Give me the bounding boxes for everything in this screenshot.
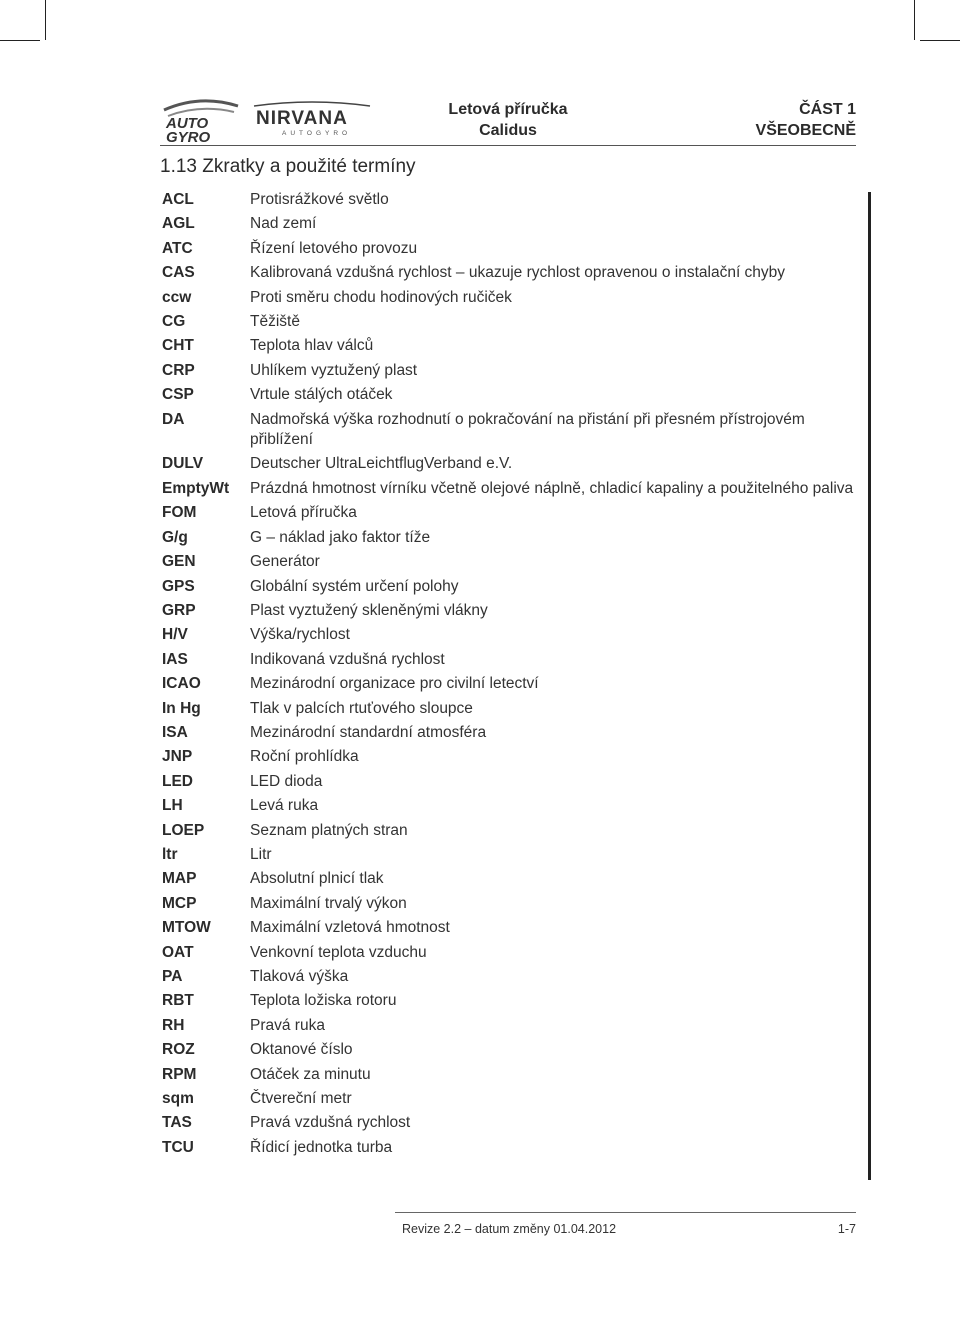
- abbreviation: G/g: [162, 528, 188, 546]
- list-item: [162, 869, 862, 893]
- definition: Seznam platných stran: [250, 821, 408, 839]
- header-divider: [160, 145, 856, 146]
- abbreviation: CSP: [162, 386, 194, 404]
- definition: LED dioda: [250, 772, 323, 790]
- autogyro-logo: [160, 96, 242, 144]
- definition: Maximální trvalý výkon: [250, 894, 407, 912]
- list-item: [162, 503, 862, 527]
- svg-text:NIRVANA: NIRVANA: [256, 108, 348, 129]
- abbreviation: ACL: [162, 191, 194, 208]
- list-item: [162, 1016, 862, 1040]
- abbreviation: JNP: [162, 748, 193, 766]
- list-item: [162, 845, 862, 869]
- abbreviation: GPS: [162, 577, 195, 595]
- definition: Nad zemí: [250, 215, 317, 233]
- list-item: [162, 528, 862, 552]
- abbreviation: H/V: [162, 626, 188, 644]
- definition: Levá ruka: [250, 797, 319, 815]
- list-item: [162, 214, 862, 238]
- list-item: [162, 190, 862, 214]
- list-item: [162, 943, 862, 967]
- list-item: [162, 385, 862, 409]
- abbreviation: ATC: [162, 239, 193, 257]
- list-item: [162, 1065, 862, 1089]
- footer-divider: [395, 1212, 856, 1213]
- definition: Tlak v palcích rtuťového sloupce: [250, 699, 473, 717]
- definition: Plast vyztužený skleněnými vlákny: [250, 601, 488, 619]
- definition: Teplota ložiska rotoru: [250, 992, 397, 1010]
- definition: Teplota hlav válců: [250, 337, 374, 355]
- abbreviation: sqm: [162, 1090, 194, 1108]
- abbreviation: ROZ: [162, 1041, 195, 1059]
- definition: Letová příručka: [250, 504, 357, 522]
- abbreviation: PA: [162, 968, 183, 985]
- list-item: [162, 410, 862, 455]
- change-bar: [868, 192, 871, 1180]
- abbreviation-list: [162, 190, 862, 1162]
- abbreviation: MCP: [162, 894, 197, 912]
- header-center: [408, 99, 608, 141]
- definition: Vrtule stálých otáček: [250, 386, 393, 404]
- svg-text:GYRO: GYRO: [166, 129, 211, 144]
- list-item: [162, 967, 862, 991]
- crop-mark: [45, 0, 46, 40]
- definition: Deutscher UltraLeichtflugVerband e.V.: [250, 455, 513, 473]
- definition: Uhlíkem vyztužený plast: [250, 361, 418, 379]
- definition: Venkovní teplota vzduchu: [250, 943, 427, 961]
- abbreviation: ltr: [162, 845, 178, 863]
- nirvana-logo: [252, 100, 372, 140]
- list-item: [162, 723, 862, 747]
- crop-mark: [914, 0, 915, 40]
- abbreviation: RBT: [162, 992, 194, 1010]
- list-item: [162, 747, 862, 771]
- abbreviation: DA: [162, 410, 185, 428]
- definition: Prázdná hmotnost vírníku včetně olejové náplně, chladicí kapaliny a použitelného paliva: [250, 479, 854, 497]
- definition: Mezinárodní organizace pro civilní letectví: [250, 675, 539, 693]
- header-right: [756, 99, 856, 141]
- list-item: [162, 288, 862, 312]
- list-item: [162, 625, 862, 649]
- list-item: [162, 1089, 862, 1113]
- definition: Litr: [250, 845, 272, 863]
- list-item: [162, 577, 862, 601]
- abbreviation: LOEP: [162, 821, 205, 839]
- list-item: [162, 991, 862, 1015]
- list-item: [162, 336, 862, 360]
- abbreviation: RH: [162, 1016, 185, 1034]
- definition: Nadmořská výška rozhodnutí o pokračování na přistání při přesném přístrojovém přiblížení: [250, 410, 805, 449]
- abbreviation: EmptyWt: [162, 479, 230, 497]
- page-number: 1-7: [837, 1222, 856, 1236]
- abbreviation: DULV: [162, 455, 204, 473]
- definition: Řídicí jednotka turba: [250, 1138, 393, 1156]
- list-item: [162, 674, 862, 698]
- definition: Oktanové číslo: [250, 1041, 353, 1059]
- aircraft-name: Calidus: [479, 122, 537, 139]
- abbreviation: TAS: [162, 1114, 192, 1132]
- abbreviation: AGL: [162, 215, 195, 233]
- list-item: [162, 894, 862, 918]
- abbreviation: In Hg: [162, 699, 201, 717]
- list-item: [162, 1138, 862, 1162]
- definition: Absolutní plnicí tlak: [250, 870, 384, 888]
- manual-title: Letová příručka: [448, 101, 568, 118]
- list-item: [162, 601, 862, 625]
- abbreviation: ICAO: [162, 675, 201, 693]
- abbreviation: FOM: [162, 504, 197, 522]
- section-title: 1.13 Zkratky a použité termíny: [160, 156, 416, 177]
- list-item: [162, 454, 862, 478]
- crop-mark: [0, 40, 40, 41]
- definition: Výška/rychlost: [250, 626, 350, 644]
- list-item: [162, 918, 862, 942]
- part-number: ČÁST 1: [799, 101, 856, 118]
- abbreviation: OAT: [162, 943, 194, 961]
- abbreviation: LH: [162, 797, 183, 815]
- abbreviation: RPM: [162, 1065, 197, 1083]
- definition: Otáček za minutu: [250, 1065, 371, 1083]
- definition: Těžiště: [250, 313, 300, 331]
- abbreviation: IAS: [162, 650, 188, 668]
- definition: Kalibrovaná vzdušná rychlost – ukazuje rychlost opravenou o instalační chyby: [250, 264, 786, 282]
- abbreviation: MAP: [162, 870, 197, 888]
- definition: Mezinárodní standardní atmosféra: [250, 723, 487, 741]
- definition: Maximální vzletová hmotnost: [250, 919, 450, 937]
- list-item: [162, 821, 862, 845]
- definition: Globální systém určení polohy: [250, 577, 459, 595]
- definition: Indikovaná vzdušná rychlost: [250, 650, 445, 668]
- abbreviation: ccw: [162, 288, 192, 306]
- list-item: [162, 1113, 862, 1137]
- abbreviation: CHT: [162, 337, 194, 355]
- definition: Pravá ruka: [250, 1016, 325, 1034]
- definition: Generátor: [250, 553, 320, 571]
- abbreviation: ISA: [162, 723, 188, 741]
- svg-text:AUTO: AUTO: [166, 115, 209, 132]
- list-item: [162, 263, 862, 287]
- abbreviation: LED: [162, 772, 193, 790]
- crop-mark: [920, 40, 960, 41]
- definition: Proti směru chodu hodinových ručiček: [250, 288, 512, 306]
- list-item: [162, 552, 862, 576]
- revision-info: Revize 2.2 – datum změny 01.04.2012: [402, 1222, 617, 1236]
- abbreviation: GRP: [162, 601, 196, 619]
- part-name: VŠEOBECNĚ: [755, 122, 856, 139]
- list-item: [162, 650, 862, 674]
- list-item: [162, 361, 862, 385]
- list-item: [162, 312, 862, 336]
- abbreviation: CG: [162, 313, 186, 331]
- abbreviation: TCU: [162, 1138, 194, 1156]
- definition: Protisrážkové světlo: [250, 191, 389, 208]
- abbreviation: MTOW: [162, 919, 211, 937]
- definition: Řízení letového provozu: [250, 239, 418, 257]
- abbreviation: GEN: [162, 553, 196, 571]
- list-item: [162, 772, 862, 796]
- abbreviation: CRP: [162, 361, 195, 379]
- list-item: [162, 479, 862, 503]
- svg-text:AUTOGYRO: AUTOGYRO: [282, 130, 352, 137]
- list-item: [162, 699, 862, 723]
- list-item: [162, 239, 862, 263]
- definition: Pravá vzdušná rychlost: [250, 1114, 411, 1132]
- definition: G – náklad jako faktor tíže: [250, 528, 431, 546]
- abbreviation: CAS: [162, 264, 195, 282]
- list-item: [162, 1040, 862, 1064]
- definition: Roční prohlídka: [250, 748, 359, 766]
- list-item: [162, 796, 862, 820]
- definition: Tlaková výška: [250, 968, 349, 985]
- definition: Čtvereční metr: [250, 1090, 352, 1108]
